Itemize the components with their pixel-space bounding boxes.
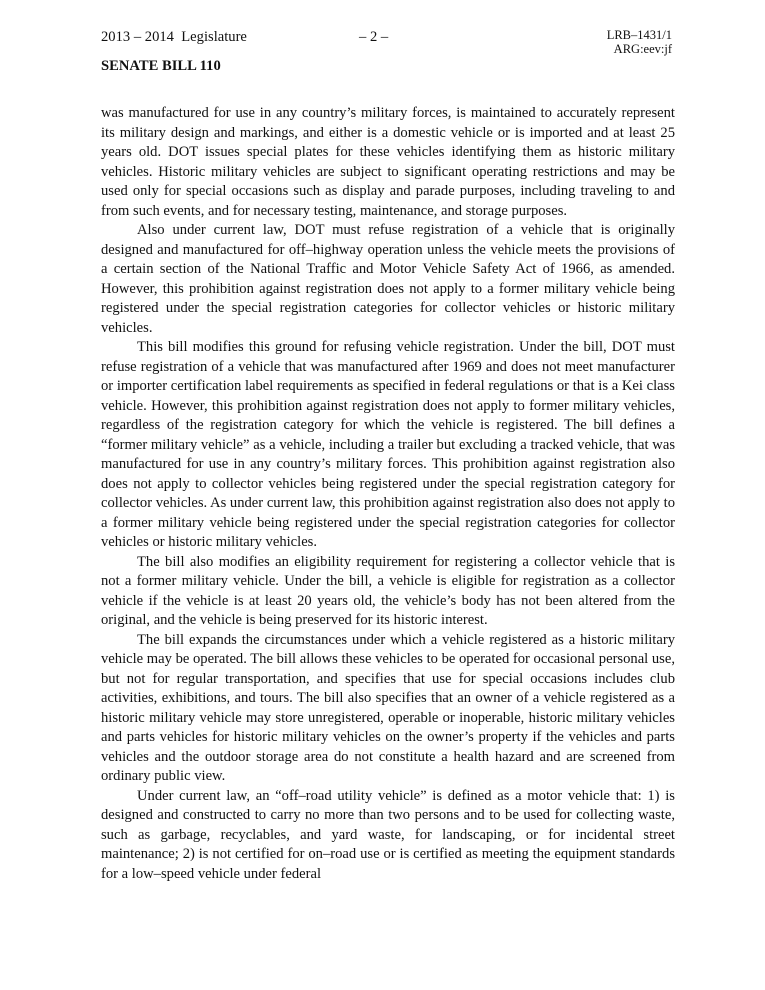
analysis-body [101,104,675,884]
drafting-reference [607,29,672,56]
page-number: – 2 – [359,29,389,45]
paragraph: The bill expands the circumstances under which a vehicle registered as a historic military vehicle may be operated. The bill allows these vehicles to be operated for occasional personal use, but not for regular transportation, and specifies that use for special occasions includes club activities, exhibitions, and tours. The bill also specifies that an owner of a vehicle registered as a historic military vehicle may store unregistered, operable or inoperable, historic military vehicles and parts vehicles for historic military vehicles on the owner’s property if the vehicles and parts vehicles and the outdoor storage area do not constitute a health hazard and are screened from ordinary public view. [101,631,675,784]
paragraph: The bill also modifies an eligibility requirement for registering a collector vehicle that is not a former military vehicle. Under the bill, a vehicle is eligible for registration as a collector vehicle if the vehicle is at least 20 years old, the vehicle’s body has not been altered from the original, and the vehicle is being preserved for its historic interest. [101,553,675,628]
legislature-session: 2013 – 2014 Legislature [101,29,247,45]
page-header [101,28,672,56]
drafter-initials: ARG:eev:jf [613,41,672,56]
paragraph: was manufactured for use in any country’s military forces, is maintained to accurately represent its military design and markings, and either is a domestic vehicle or is imported and at least 25 years old. DOT issues special plates for these vehicles identifying them as historic military vehicles. Historic military vehicles are subject to significant operating restrictions and may be used only for special occasions such as display and parade purposes, including traveling to and from such events, and for necessary testing, maintenance, and storage purposes. [101,105,675,219]
paragraph: This bill modifies this ground for refusing vehicle registration. Under the bill, DOT must refuse registration of a vehicle that was manufactured after 1969 and does not meet manufacturer or importer certification label requirements as specified in federal regulations or that is a Kei class vehicle. However, this prohibition against registration does not apply to former military vehicles, regardless of the registration category for which the vehicle is registered. The bill defines a “former military vehicle” as a vehicle, including a trailer but excluding a tracked vehicle, that was manufactured for use in any country’s military forces. This prohibition against registration also does not apply to collector vehicles being registered under the special registration category for collector vehicles. As under current law, this prohibition against registration also does not apply to a former military vehicle being registered under the special registration categories for collector vehicles or historic military vehicles. [101,339,675,550]
paragraph: Also under current law, DOT must refuse registration of a vehicle that is originally designed and manufactured for off–highway operation unless the vehicle meets the provisions of a certain section of the National Traffic and Motor Vehicle Safety Act of 1966, as amended. However, this prohibition against registration does not apply to a former military vehicle being registered under the special registration categories for collector vehicles or historic military vehicles. [101,222,675,336]
bill-title: SENATE BILL 110 [101,58,221,74]
lrb-number: LRB–1431/1 [606,28,672,42]
paragraph: Under current law, an “off–road utility vehicle” is defined as a motor vehicle that: 1) is designed and constructed to carry no more than two persons and to be used for collecting waste, such as garbage, recyclables, and yard waste, for landscaping, or for incidental street maintenance; 2) is not certified for on–road use or is certified as meeting the equipment standards for a low–speed vehicle under federal [101,787,675,882]
